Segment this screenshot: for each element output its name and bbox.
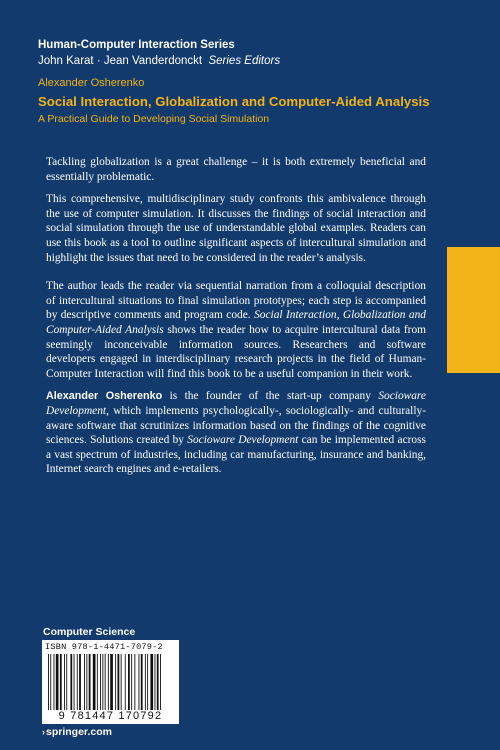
blurb-paragraph-2: This comprehensive, multidisciplinary study confronts this ambivalence through the use of computer simulation. It discusses the findings of social interaction and social simulation through the use of understandable global examples. Readers can use this book as a tool to outline significant aspects of intercultural simulation and highlight the issues that need to be considered in the reader’s analysis. [46, 193, 426, 264]
cover-header [38, 38, 478, 126]
series-name: Human-Computer Interaction Series [38, 39, 235, 51]
blurb-paragraph-1: Tackling globalization is a great challenge – it is both extremely beneficial and essentially problematic. [46, 156, 426, 183]
bio-part-c: can be implemented across a vast spectrum of industries, including car manufacturing, insurance and banking, Internet search engines and e-retailers. [46, 434, 426, 476]
ean-digits: 9 781447 170792 [58, 710, 163, 722]
editor-names: John Karat · Jean Vanderdonckt [38, 55, 203, 67]
bio-company-name: Socioware Development [46, 390, 426, 417]
publisher-link[interactable] [42, 726, 112, 738]
blurb-p3-part-b: shows the reader how to acquire intercultural data from seemingly inconceivable information sources. Researchers and software developers engaged in interdisciplinary research projects in the field of Human-Computer Interaction will find this book to be a useful companion in their work. [46, 323, 426, 380]
blurb-text [46, 155, 426, 485]
bio-part-a: is the founder of the start-up company [162, 390, 379, 403]
blurb-p3-part-a: The author leads the reader via sequential narration from a colloquial description of intercultural situations to final simulation prototypes; each step is accompanied by descriptive comments and program code. [46, 280, 426, 322]
series-editors [38, 54, 478, 68]
isbn-number: ISBN 978-1-4471-7079-2 [45, 642, 163, 652]
editors-role: Series Editors [208, 55, 281, 67]
blurb-p3-book-title: Social Interaction, Globalization and Computer-Aided Analysis [46, 309, 427, 336]
publisher-arrow-icon: › [42, 727, 45, 737]
bio-company-name-2: Socioware Development [187, 434, 299, 447]
blurb-paragraph-3 [46, 279, 426, 381]
barcode-icon [46, 654, 175, 710]
book-author: Alexander Osherenko [38, 77, 145, 89]
isbn-barcode-box [42, 640, 179, 724]
subject-category: Computer Science [43, 626, 136, 638]
bio-part-b: , which implements psychologically-, sociologically- and culturally- aware software that scrutinizes information based on the findings of the cognitive sciences. Solutions created by [46, 404, 426, 447]
book-title: Social Interaction, Globalization and Computer-Aided Analysis [38, 94, 430, 109]
accent-bar [447, 247, 500, 373]
bio-author-name: Alexander Osherenko [46, 390, 163, 403]
book-subtitle: A Practical Guide to Developing Social Simulation [38, 113, 270, 125]
publisher-url: springer.com [46, 726, 112, 738]
author-bio [46, 389, 426, 477]
